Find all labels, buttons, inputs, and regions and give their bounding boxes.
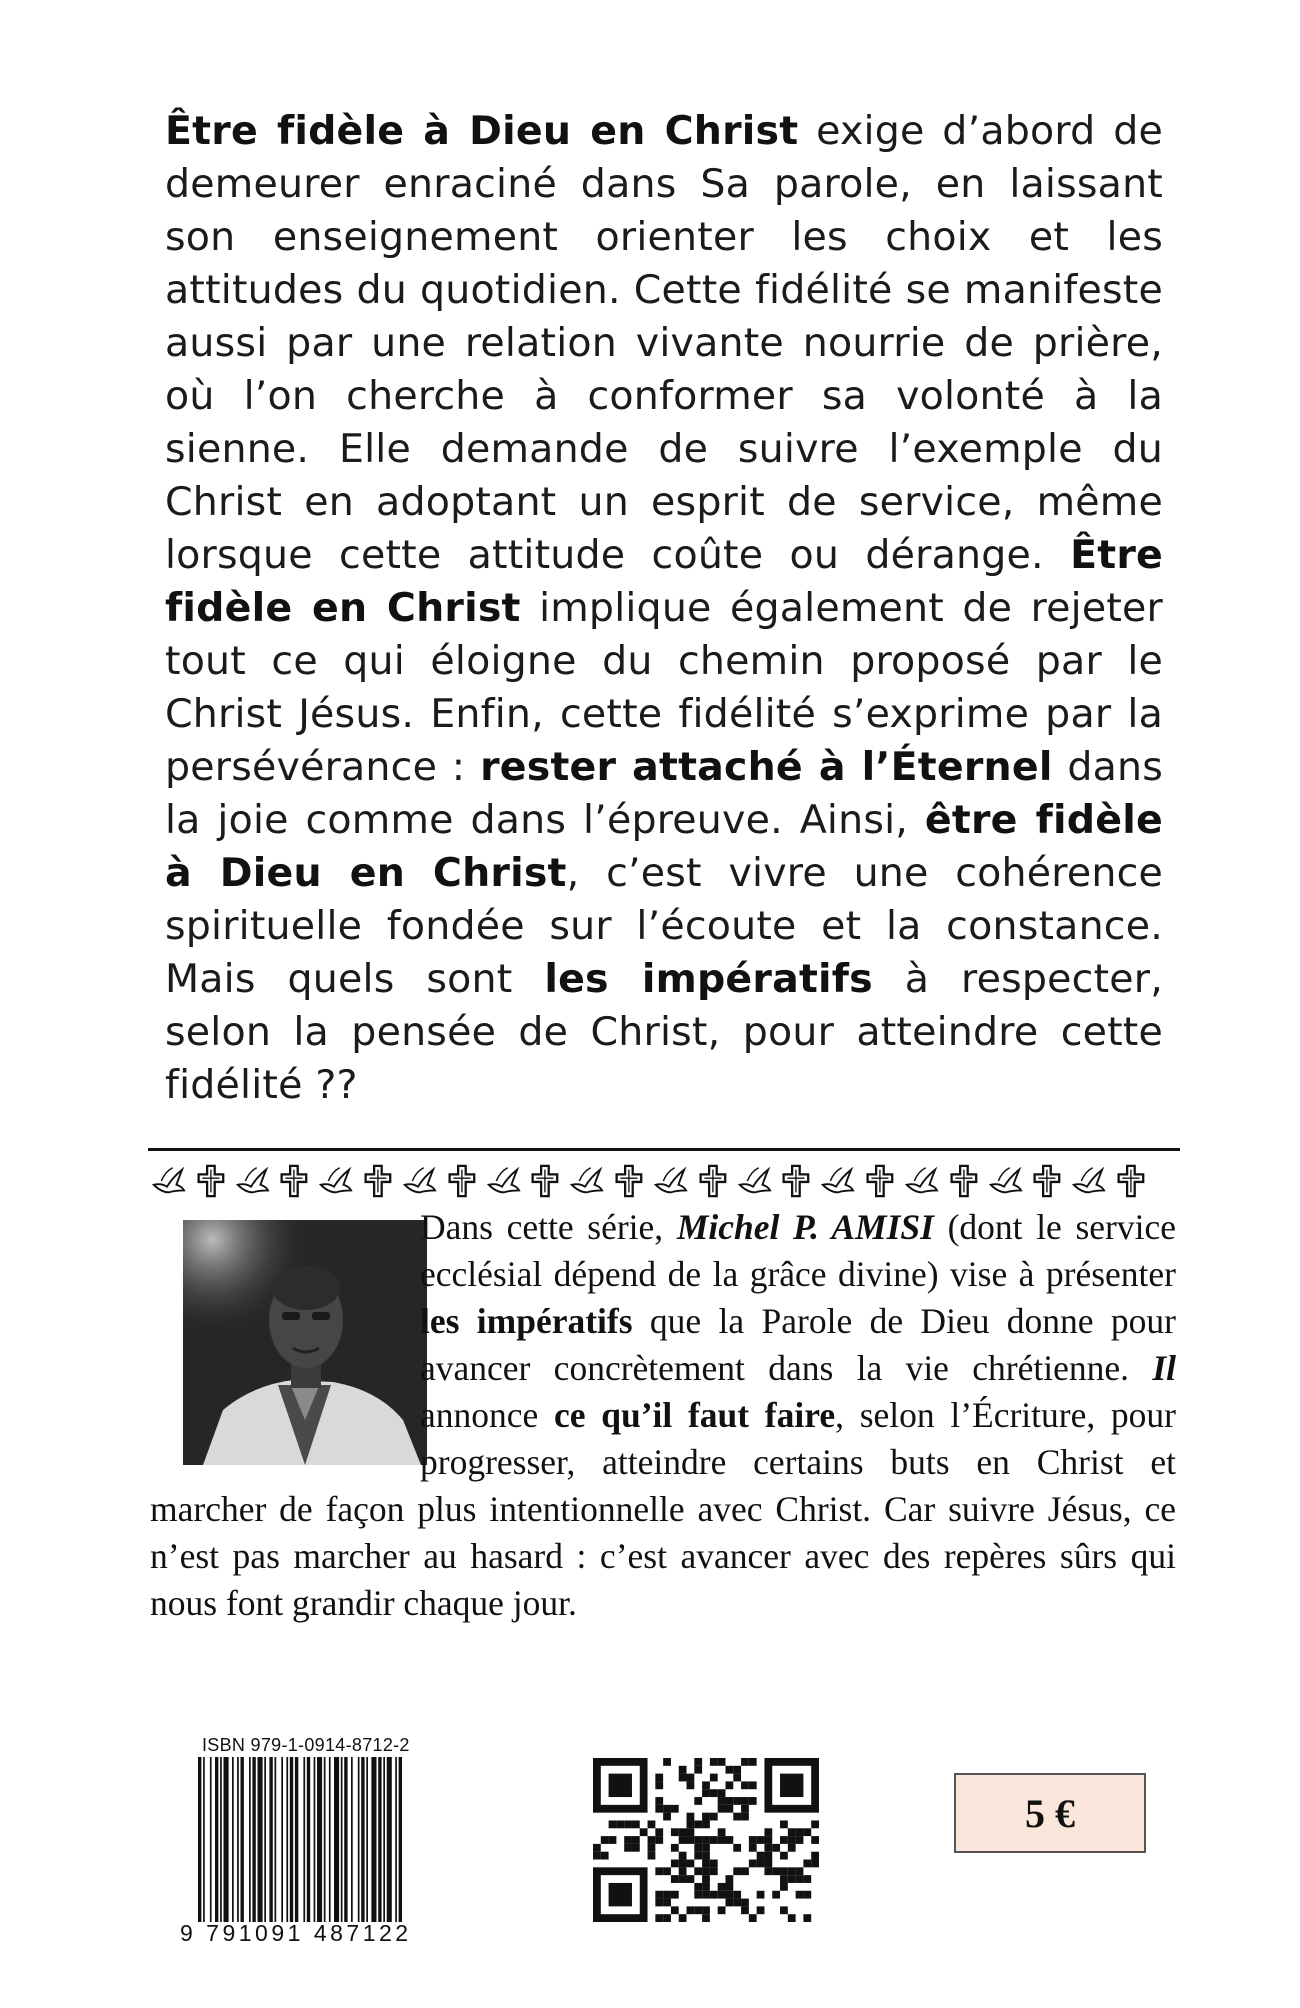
qr-module	[655, 1836, 663, 1844]
cross-icon	[1112, 1161, 1150, 1201]
qr-module	[718, 1891, 726, 1899]
qr-module	[679, 1766, 687, 1774]
qr-module	[741, 1867, 749, 1875]
qr-finder-pattern	[593, 1867, 648, 1922]
cross-icon	[945, 1161, 983, 1201]
qr-module	[694, 1852, 702, 1860]
summary-text	[165, 105, 1163, 1112]
price-label: 5 €	[1025, 1790, 1075, 1836]
qr-module	[725, 1781, 733, 1789]
bio-pronoun: Il	[1152, 1348, 1176, 1388]
dove-icon	[819, 1161, 857, 1201]
barcode-bar	[241, 1757, 244, 1922]
qr-module	[780, 1867, 788, 1875]
qr-module	[796, 1867, 804, 1875]
qr-module	[749, 1860, 757, 1868]
dove-icon	[568, 1161, 606, 1201]
barcode-bar	[378, 1757, 381, 1922]
qr-module	[749, 1844, 757, 1852]
qr-module	[601, 1852, 609, 1860]
qr-module	[655, 1797, 663, 1805]
qr-module	[671, 1906, 679, 1914]
qr-module	[655, 1805, 663, 1813]
cross-icon	[275, 1161, 313, 1201]
qr-module	[725, 1766, 733, 1774]
qr-module	[671, 1805, 679, 1813]
qr-module	[679, 1836, 687, 1844]
qr-module	[655, 1781, 663, 1789]
qr-module	[663, 1758, 671, 1766]
barcode-bar	[303, 1757, 305, 1922]
qr-module	[733, 1899, 741, 1907]
qr-module	[749, 1914, 757, 1922]
qr-module	[725, 1836, 733, 1844]
qr-module	[702, 1852, 710, 1860]
barcode-bar	[249, 1757, 251, 1922]
bio-emphasis: les impératifs	[420, 1301, 633, 1341]
qr-module	[702, 1875, 710, 1883]
qr-module	[710, 1789, 718, 1797]
qr-module	[694, 1758, 702, 1766]
qr-module	[655, 1867, 663, 1875]
qr-module	[811, 1852, 819, 1860]
cross-icon	[192, 1161, 230, 1201]
barcode-bar	[317, 1757, 322, 1922]
qr-module	[702, 1820, 710, 1828]
section-divider	[148, 1148, 1180, 1151]
cross-icon	[777, 1161, 815, 1201]
qr-module	[764, 1867, 772, 1875]
qr-module	[725, 1875, 733, 1883]
isbn-barcode-block	[180, 1735, 470, 1995]
qr-module	[694, 1891, 702, 1899]
bio-segment: , selon l’Écriture, pour progresser, atteindre certains buts en Christ et marcher de façon plus intentionnelle avec Christ. Car suivre Jésus, ce n’est pas marcher au hasard : c’est avancer avec des repères sûrs qui nous font grandir chaque jour.	[150, 1395, 1176, 1623]
qr-module	[702, 1883, 710, 1891]
qr-module	[749, 1836, 757, 1844]
barcode-bar	[269, 1757, 272, 1922]
barcode-bar	[232, 1757, 234, 1922]
qr-module	[733, 1867, 741, 1875]
barcode-bar	[307, 1757, 310, 1922]
qr-module	[624, 1820, 632, 1828]
qr-module	[694, 1820, 702, 1828]
barcode-bar	[366, 1757, 368, 1922]
qr-module	[687, 1860, 695, 1868]
qr-module	[788, 1828, 796, 1836]
qr-module	[796, 1891, 804, 1899]
emphasis-phrase: rester attaché à l’Éternel	[480, 744, 1053, 790]
qr-module	[702, 1914, 710, 1922]
qr-module	[679, 1914, 687, 1922]
barcode-bar	[351, 1757, 353, 1922]
qr-module	[679, 1860, 687, 1868]
qr-module	[749, 1797, 757, 1805]
qr-module	[757, 1836, 765, 1844]
qr-code-icon	[593, 1758, 819, 1922]
qr-module	[796, 1828, 804, 1836]
qr-module	[687, 1781, 695, 1789]
qr-module	[796, 1875, 804, 1883]
qr-module	[718, 1797, 726, 1805]
dove-icon	[317, 1161, 355, 1201]
qr-module	[655, 1899, 663, 1907]
qr-module	[757, 1891, 765, 1899]
qr-module	[741, 1781, 749, 1789]
qr-module	[772, 1844, 780, 1852]
cross-icon	[610, 1161, 648, 1201]
barcode-bar	[237, 1757, 239, 1922]
cross-icon	[526, 1161, 564, 1201]
barcode-bar	[286, 1757, 288, 1922]
qr-module	[609, 1820, 617, 1828]
qr-module	[764, 1836, 772, 1844]
barcode-bar	[258, 1757, 263, 1922]
qr-module	[780, 1852, 788, 1860]
qr-module	[648, 1836, 656, 1844]
qr-module	[780, 1883, 788, 1891]
cross-icon	[443, 1161, 481, 1201]
qr-module	[788, 1844, 796, 1852]
qr-module	[702, 1813, 710, 1821]
qr-module	[757, 1860, 765, 1868]
barcode-bar	[371, 1757, 376, 1922]
qr-module	[624, 1836, 632, 1844]
qr-module	[725, 1805, 733, 1813]
qr-module	[593, 1844, 601, 1852]
qr-module	[718, 1828, 726, 1836]
bio-segment: annonce	[420, 1395, 554, 1435]
cross-icon	[359, 1161, 397, 1201]
qr-module	[702, 1781, 710, 1789]
qr-module	[648, 1820, 656, 1828]
qr-module	[687, 1774, 695, 1782]
cross-icon	[1028, 1161, 1066, 1201]
qr-module	[718, 1883, 726, 1891]
qr-module	[764, 1852, 772, 1860]
qr-module	[718, 1906, 726, 1914]
qr-module	[648, 1844, 656, 1852]
qr-module	[710, 1860, 718, 1868]
qr-module	[725, 1899, 733, 1907]
qr-module	[655, 1891, 663, 1899]
barcode-bar	[198, 1757, 201, 1922]
barcode-bar	[210, 1757, 212, 1922]
qr-module	[764, 1844, 772, 1852]
qr-module	[788, 1914, 796, 1922]
barcode-bar	[281, 1757, 283, 1922]
qr-module	[679, 1875, 687, 1883]
qr-module	[632, 1844, 640, 1852]
qr-module	[694, 1906, 702, 1914]
qr-module	[788, 1867, 796, 1875]
barcode-bar	[203, 1757, 205, 1922]
qr-module	[757, 1906, 765, 1914]
qr-module	[702, 1844, 710, 1852]
qr-module	[632, 1820, 640, 1828]
barcode-bar	[220, 1757, 222, 1922]
qr-module	[725, 1883, 733, 1891]
barcode-bar	[275, 1757, 277, 1922]
qr-module	[710, 1813, 718, 1821]
dove-icon	[987, 1161, 1025, 1201]
summary-segment: implique également de rejeter tout ce qui éloigne du chemin proposé par le Christ Jésus. Enfin, cette fidélité s’exprime par la persévérance :	[165, 585, 1163, 790]
barcode-bar	[215, 1757, 218, 1922]
qr-module	[811, 1836, 819, 1844]
qr-module	[811, 1820, 819, 1828]
qr-module	[780, 1836, 788, 1844]
qr-module	[679, 1867, 687, 1875]
barcode-bar	[344, 1757, 347, 1922]
qr-module	[679, 1774, 687, 1782]
qr-module	[803, 1914, 811, 1922]
qr-module	[725, 1797, 733, 1805]
cross-icon	[694, 1161, 732, 1201]
barcode-bar	[387, 1757, 392, 1922]
barcode-bar	[395, 1757, 397, 1922]
qr-module	[671, 1875, 679, 1883]
barcode-bar	[314, 1757, 316, 1922]
qr-module	[710, 1867, 718, 1875]
qr-module	[663, 1867, 671, 1875]
barcode-bar	[295, 1757, 298, 1922]
qr-module	[733, 1797, 741, 1805]
qr-module	[718, 1758, 726, 1766]
qr-module	[718, 1836, 726, 1844]
qr-module	[741, 1813, 749, 1821]
qr-module	[725, 1891, 733, 1899]
qr-module	[710, 1774, 718, 1782]
qr-module	[663, 1805, 671, 1813]
qr-module	[749, 1758, 757, 1766]
qr-module	[648, 1852, 656, 1860]
qr-module	[811, 1860, 819, 1868]
dove-icon	[1070, 1161, 1108, 1201]
qr-module	[694, 1844, 702, 1852]
qr-module	[687, 1836, 695, 1844]
qr-module	[741, 1899, 749, 1907]
dove-icon	[736, 1161, 774, 1201]
qr-module	[733, 1813, 741, 1821]
qr-module	[694, 1883, 702, 1891]
qr-module	[663, 1914, 671, 1922]
qr-module	[796, 1836, 804, 1844]
qr-module	[741, 1797, 749, 1805]
qr-module	[663, 1891, 671, 1899]
qr-module	[687, 1875, 695, 1883]
barcode-icon	[198, 1757, 458, 1922]
qr-module	[788, 1875, 796, 1883]
qr-module	[609, 1836, 617, 1844]
qr-module	[741, 1805, 749, 1813]
bio-segment: que la Parole de Dieu donne pour avancer concrètement dans la vie chrétienne.	[420, 1301, 1176, 1388]
qr-module	[718, 1805, 726, 1813]
barcode-bar	[252, 1757, 255, 1922]
barcode-bar	[329, 1757, 331, 1922]
qr-module	[679, 1828, 687, 1836]
barcode-bar	[341, 1757, 343, 1922]
qr-module	[780, 1906, 788, 1914]
barcode-bar	[334, 1757, 339, 1922]
qr-module	[772, 1891, 780, 1899]
qr-module	[694, 1797, 702, 1805]
qr-module	[671, 1891, 679, 1899]
emphasis-phrase: être fidèle à Dieu en Christ	[165, 797, 1163, 896]
qr-module	[741, 1758, 749, 1766]
qr-module	[780, 1875, 788, 1883]
qr-module	[671, 1860, 679, 1868]
qr-module	[764, 1828, 772, 1836]
qr-module	[671, 1828, 679, 1836]
summary-segment: exige d’abord de demeurer enraciné dans Sa parole, en laissant son enseignement orienter les choix et les attitudes du quotidien. Cette fidélité se manifeste aussi par une relation vivante nourrie de prière, où l’on cherche à conformer sa volonté à la sienne. Elle demande de suivre l’exemple du Christ en adoptant un esprit de service, même lorsque cette attitude coûte ou dérange.	[165, 108, 1164, 578]
qr-module	[655, 1914, 663, 1922]
qr-module	[772, 1867, 780, 1875]
barcode-bar	[290, 1757, 293, 1922]
price-box	[954, 1773, 1146, 1853]
qr-module	[663, 1899, 671, 1907]
qr-module	[655, 1828, 663, 1836]
dove-icon	[401, 1161, 439, 1201]
qr-module	[718, 1789, 726, 1797]
qr-module	[733, 1774, 741, 1782]
emphasis-phrase: Être fidèle à Dieu en Christ	[165, 108, 799, 154]
summary-segment: à respecter, selon la pensée de Christ, pour atteindre cette fidélité ??	[165, 956, 1163, 1108]
isbn-label: ISBN 979-1-0914-8712-2	[202, 1735, 410, 1755]
qr-module	[593, 1852, 601, 1860]
emphasis-phrase: les impératifs	[544, 956, 873, 1002]
qr-module	[702, 1836, 710, 1844]
qr-module	[655, 1774, 663, 1782]
qr-module	[702, 1789, 710, 1797]
barcode-bar	[361, 1757, 364, 1922]
qr-module	[702, 1860, 710, 1868]
qr-module	[632, 1836, 640, 1844]
barcode-bar	[358, 1757, 360, 1922]
qr-finder-pattern	[764, 1758, 819, 1813]
qr-module	[710, 1836, 718, 1844]
bio-segment: (dont le service ecclésial dépend de la grâce divine) vise à présenter	[420, 1207, 1176, 1294]
qr-module	[671, 1844, 679, 1852]
author-bio	[150, 1204, 1176, 1627]
qr-module	[803, 1860, 811, 1868]
emphasis-phrase: Être fidèle en Christ	[165, 532, 1163, 631]
qr-module	[710, 1891, 718, 1899]
qr-module	[733, 1766, 741, 1774]
qr-module	[803, 1891, 811, 1899]
qr-module	[780, 1820, 788, 1828]
qr-module	[702, 1891, 710, 1899]
qr-module	[733, 1891, 741, 1899]
dove-icon	[234, 1161, 272, 1201]
qr-module	[803, 1828, 811, 1836]
cross-icon	[861, 1161, 899, 1201]
author-name: Michel P. AMISI	[676, 1207, 934, 1247]
dove-icon	[485, 1161, 523, 1201]
qr-module	[687, 1820, 695, 1828]
qr-module	[616, 1820, 624, 1828]
qr-module	[749, 1781, 757, 1789]
qr-module	[741, 1906, 749, 1914]
qr-module	[702, 1906, 710, 1914]
qr-module	[694, 1836, 702, 1844]
qr-module	[803, 1875, 811, 1883]
qr-module	[601, 1836, 609, 1844]
dove-icon	[652, 1161, 690, 1201]
qr-module	[710, 1758, 718, 1766]
qr-module	[640, 1828, 648, 1836]
barcode-bar	[324, 1757, 326, 1922]
summary-segment: dans la joie comme dans l’épreuve. Ainsi,	[165, 744, 1164, 843]
qr-module	[764, 1860, 772, 1868]
qr-module	[687, 1906, 695, 1914]
qr-finder-pattern	[593, 1758, 648, 1813]
qr-module	[757, 1852, 765, 1860]
qr-module	[733, 1844, 741, 1852]
qr-module	[702, 1867, 710, 1875]
qr-module	[624, 1844, 632, 1852]
isbn-digits: 9 791091 487122	[180, 1920, 412, 1946]
barcode-bar	[383, 1757, 385, 1922]
barcode-bar	[399, 1757, 402, 1922]
qr-module	[687, 1813, 695, 1821]
qr-module	[694, 1766, 702, 1774]
barcode-bar	[264, 1757, 266, 1922]
qr-module	[687, 1828, 695, 1836]
dove-icon	[903, 1161, 941, 1201]
ornament-row	[150, 1158, 1150, 1204]
dove-icon	[150, 1161, 188, 1201]
bio-emphasis: ce qu’il faut faire	[553, 1395, 836, 1435]
bio-segment: Dans cette série,	[420, 1207, 677, 1247]
qr-module	[788, 1836, 796, 1844]
qr-module	[679, 1852, 687, 1860]
qr-module	[663, 1813, 671, 1821]
barcode-bar	[224, 1757, 229, 1922]
summary-segment: , c’est vivre une cohérence spirituelle fondée sur l’écoute et la constance. Mais quels sont	[165, 850, 1163, 1002]
qr-module	[694, 1867, 702, 1875]
